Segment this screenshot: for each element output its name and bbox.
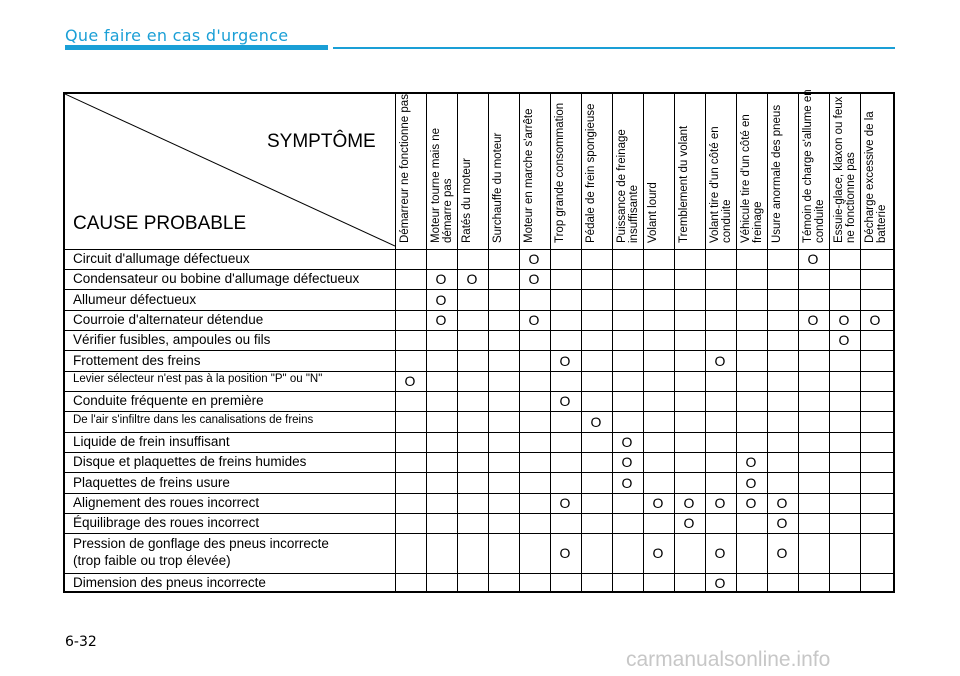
row-divider bbox=[65, 411, 893, 412]
cause-symptom-mark: O bbox=[559, 495, 571, 511]
cause-symptom-mark: O bbox=[590, 414, 602, 430]
column-divider bbox=[519, 94, 520, 591]
symptom-header: Décharge excessive de la batterie bbox=[864, 111, 888, 243]
cause-label: Disque et plaquettes de freins humides bbox=[73, 454, 307, 469]
cause-symptom-mark: O bbox=[838, 332, 850, 348]
symptom-header: Moteur tourne mais ne démarre pas bbox=[430, 127, 454, 243]
cause-symptom-mark: O bbox=[652, 495, 664, 511]
cause-label: Alignement des roues incorrect bbox=[73, 495, 260, 510]
symptom-header: Essuie-glace, klaxon ou feux ne fonctionne pas bbox=[833, 96, 857, 243]
row-divider bbox=[65, 330, 893, 331]
cause-symptom-mark: O bbox=[776, 515, 788, 531]
cause-label: De l'air s'infiltre dans les canalisations de freins bbox=[73, 414, 314, 426]
cause-symptom-mark: O bbox=[621, 434, 633, 450]
row-divider bbox=[65, 289, 893, 290]
cause-symptom-mark: O bbox=[745, 495, 757, 511]
symptom-header: Trop grande consommation bbox=[554, 102, 566, 243]
symptom-header: Pédale de frein spongieuse bbox=[585, 103, 597, 243]
row-divider bbox=[65, 350, 893, 351]
column-divider bbox=[581, 94, 582, 591]
cause-symptom-mark: O bbox=[745, 454, 757, 470]
cause-label: Levier sélecteur n'est pas à la position "P" ou "N" bbox=[73, 373, 323, 385]
cause-label: Frottement des freins bbox=[73, 353, 201, 368]
row-divider bbox=[65, 493, 893, 494]
cause-label: Condensateur ou bobine d'allumage défectueux bbox=[73, 271, 360, 286]
symptom-header: Puissance de freinage insuffisante bbox=[616, 129, 640, 243]
cause-symptom-mark: O bbox=[559, 393, 571, 409]
cause-symptom-mark: O bbox=[714, 545, 726, 561]
header-accent-bar bbox=[65, 45, 328, 50]
cause-label: Liquide de frein insuffisant bbox=[73, 434, 230, 449]
cause-symptom-mark: O bbox=[559, 545, 571, 561]
header-rule bbox=[333, 47, 895, 49]
column-divider bbox=[736, 94, 737, 591]
cause-label: Dimension des pneus incorrecte bbox=[73, 575, 266, 590]
cause-symptom-mark: O bbox=[435, 312, 447, 328]
cause-symptom-mark: O bbox=[714, 575, 726, 591]
symptom-header: Tremblement du volant bbox=[678, 125, 690, 243]
cause-symptom-mark: O bbox=[807, 251, 819, 267]
row-divider bbox=[65, 452, 893, 453]
cause-symptom-mark: O bbox=[559, 353, 571, 369]
symptom-header: Usure anormale des pneus bbox=[771, 104, 783, 243]
row-divider bbox=[65, 573, 893, 574]
cause-symptom-mark: O bbox=[683, 515, 695, 531]
cause-symptom-mark: O bbox=[528, 251, 540, 267]
cause-symptom-mark: O bbox=[807, 312, 819, 328]
row-divider bbox=[65, 533, 893, 534]
row-divider bbox=[65, 391, 893, 392]
cause-label: Équilibrage des roues incorrect bbox=[73, 515, 260, 530]
row-divider bbox=[65, 249, 893, 250]
cause-symptom-mark: O bbox=[683, 495, 695, 511]
cause-symptom-mark: O bbox=[714, 495, 726, 511]
cause-symptom-mark: O bbox=[776, 545, 788, 561]
cause-symptom-mark: O bbox=[776, 495, 788, 511]
cause-symptom-mark: O bbox=[838, 312, 850, 328]
cause-label: Plaquettes de freins usure bbox=[73, 475, 230, 490]
watermark: carmanualsonline.info bbox=[626, 648, 831, 671]
section-title: Que faire en cas d'urgence bbox=[65, 26, 289, 45]
cause-symptom-mark: O bbox=[652, 545, 664, 561]
row-divider bbox=[65, 513, 893, 514]
symptom-header: Moteur en marche s'arrête bbox=[523, 108, 535, 243]
column-divider bbox=[550, 94, 551, 591]
symptom-header: Volant tire d'un côté en conduite bbox=[709, 126, 733, 243]
cause-symptom-mark: O bbox=[466, 271, 478, 287]
column-divider bbox=[426, 94, 427, 591]
symptom-header: Volant lourd bbox=[647, 182, 659, 243]
column-divider bbox=[860, 94, 861, 591]
row-divider bbox=[65, 310, 893, 311]
column-divider bbox=[705, 94, 706, 591]
column-divider bbox=[457, 94, 458, 591]
cause-label: Vérifier fusibles, ampoules ou fils bbox=[73, 332, 271, 347]
symptom-heading: SYMPTÔME bbox=[267, 131, 376, 152]
row-divider bbox=[65, 432, 893, 433]
cause-symptom-mark: O bbox=[869, 312, 881, 328]
cause-label: Allumeur défectueux bbox=[73, 292, 197, 307]
cause-symptom-mark: O bbox=[714, 353, 726, 369]
column-divider bbox=[643, 94, 644, 591]
symptom-header: Démarreur ne fonctionne pas bbox=[399, 94, 411, 243]
troubleshooting-table bbox=[63, 89, 895, 593]
symptom-header: Témoin de charge s'allume en conduite bbox=[802, 89, 826, 243]
cause-symptom-mark: O bbox=[528, 312, 540, 328]
cause-symptom-mark: O bbox=[404, 373, 416, 389]
cause-label: Circuit d'allumage défectueux bbox=[73, 251, 250, 266]
cause-symptom-mark: O bbox=[435, 271, 447, 287]
cause-symptom-mark: O bbox=[621, 475, 633, 491]
row-divider bbox=[65, 269, 893, 270]
row-divider bbox=[65, 472, 893, 473]
symptom-header: Véhicule tire d'un côté en freinage bbox=[740, 114, 764, 243]
cause-label: Conduite fréquente en première bbox=[73, 393, 264, 408]
symptom-header: Ratés du moteur bbox=[461, 157, 473, 243]
column-divider bbox=[612, 94, 613, 591]
symptom-header: Surchauffe du moteur bbox=[492, 132, 504, 243]
cause-heading: CAUSE PROBABLE bbox=[73, 213, 247, 234]
column-divider bbox=[395, 94, 396, 591]
column-divider bbox=[798, 94, 799, 591]
cause-label: Pression de gonflage des pneus incorrecte (trop faible ou trop élevée) bbox=[73, 536, 329, 568]
row-divider bbox=[65, 371, 893, 372]
cause-symptom-mark: O bbox=[435, 292, 447, 308]
column-divider bbox=[488, 94, 489, 591]
cause-symptom-mark: O bbox=[528, 271, 540, 287]
page-number: 6-32 bbox=[65, 634, 97, 650]
cause-label: Courroie d'alternateur détendue bbox=[73, 312, 264, 327]
cause-symptom-mark: O bbox=[621, 454, 633, 470]
cause-symptom-mark: O bbox=[745, 475, 757, 491]
